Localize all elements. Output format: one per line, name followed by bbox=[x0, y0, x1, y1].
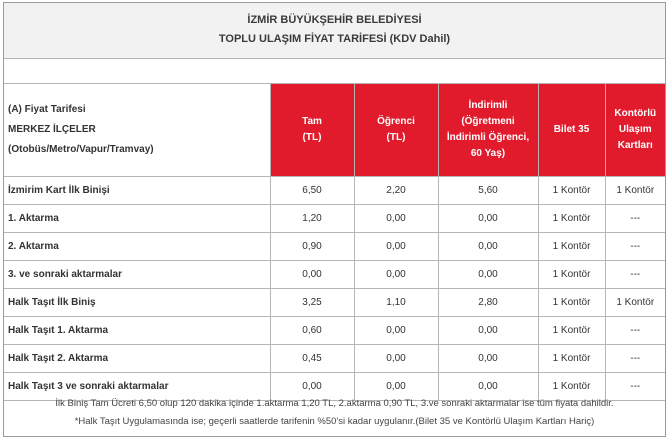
footnote-2: *Halk Taşıt Uygulamasında ise; geçerli saatlerde tarifenin %50'si kadar uygulanır.(Bilet 35 ve Kontörlü Ulaşım Kartları Hariç) bbox=[74, 416, 595, 427]
row-label: Halk Taşıt İlk Biniş bbox=[4, 288, 270, 316]
row-label: Halk Taşıt 3 ve sonraki aktarmalar bbox=[4, 372, 270, 400]
table-body bbox=[4, 176, 665, 400]
row-label: Halk Taşıt 2. Aktarma bbox=[4, 344, 270, 372]
table-row bbox=[4, 260, 665, 288]
cell-indirimli: 0,00 bbox=[438, 204, 538, 232]
cell-kontorlu: --- bbox=[605, 316, 665, 344]
row-label: 3. ve sonraki aktarmalar bbox=[4, 260, 270, 288]
cell-tam: 0,00 bbox=[270, 372, 354, 400]
cell-indirimli: 0,00 bbox=[438, 260, 538, 288]
footnotes bbox=[4, 395, 665, 431]
tariff-document bbox=[3, 2, 666, 437]
title-box bbox=[4, 3, 665, 59]
cell-tam: 1,20 bbox=[270, 204, 354, 232]
cell-kontorlu: --- bbox=[605, 204, 665, 232]
cell-kontorlu: --- bbox=[605, 344, 665, 372]
table-row bbox=[4, 232, 665, 260]
title-line-1: İZMİR BÜYÜKŞEHİR BELEDİYESİ bbox=[247, 14, 422, 26]
cell-bilet35: 1 Kontör bbox=[538, 288, 605, 316]
cell-tam: 0,90 bbox=[270, 232, 354, 260]
cell-tam: 6,50 bbox=[270, 176, 354, 204]
table-header-row bbox=[4, 84, 665, 176]
cell-ogrenci: 0,00 bbox=[354, 316, 438, 344]
cell-indirimli: 0,00 bbox=[438, 372, 538, 400]
cell-bilet35: 1 Kontör bbox=[538, 232, 605, 260]
footnote-1: İlk Biniş Tam Ücreti 6,50 olup 120 dakika içinde 1.aktarma 1,20 TL, 2.aktarma 0,90 TL, 3.ve sonraki aktarmalar ise tüm fiyata dahildir. bbox=[55, 398, 614, 409]
row-label: İzmirim Kart İlk Binişi bbox=[4, 176, 270, 204]
cell-kontorlu: 1 Kontör bbox=[605, 288, 665, 316]
table-row bbox=[4, 204, 665, 232]
cell-kontorlu: --- bbox=[605, 260, 665, 288]
cell-ogrenci: 0,00 bbox=[354, 232, 438, 260]
header-label-line-1: (A) Fiyat Tarifesi bbox=[8, 103, 86, 115]
cell-bilet35: 1 Kontör bbox=[538, 316, 605, 344]
header-label-line-3: (Otobüs/Metro/Vapur/Tramvay) bbox=[8, 143, 154, 155]
cell-ogrenci: 0,00 bbox=[354, 344, 438, 372]
column-header-indirimli: İndirimli (Öğretmeni İndirimli Öğrenci, 60 Yaş) bbox=[438, 84, 538, 176]
cell-bilet35: 1 Kontör bbox=[538, 260, 605, 288]
table-row bbox=[4, 316, 665, 344]
table-row bbox=[4, 176, 665, 204]
cell-ogrenci: 1,10 bbox=[354, 288, 438, 316]
row-label: 1. Aktarma bbox=[4, 204, 270, 232]
table-row bbox=[4, 288, 665, 316]
column-header-kontorlu: Kontörlü Ulaşım Kartları bbox=[605, 84, 665, 176]
cell-indirimli: 2,80 bbox=[438, 288, 538, 316]
cell-ogrenci: 0,00 bbox=[354, 204, 438, 232]
cell-kontorlu: --- bbox=[605, 372, 665, 400]
column-header-bilet35: Bilet 35 bbox=[538, 84, 605, 176]
header-label-line-2: MERKEZ İLÇELER bbox=[8, 123, 96, 135]
cell-tam: 3,25 bbox=[270, 288, 354, 316]
column-header-ogrenci: Öğrenci (TL) bbox=[354, 84, 438, 176]
cell-tam: 0,45 bbox=[270, 344, 354, 372]
cell-ogrenci: 0,00 bbox=[354, 372, 438, 400]
cell-ogrenci: 2,20 bbox=[354, 176, 438, 204]
cell-kontorlu: 1 Kontör bbox=[605, 176, 665, 204]
cell-indirimli: 0,00 bbox=[438, 232, 538, 260]
cell-tam: 0,60 bbox=[270, 316, 354, 344]
row-label: 2. Aktarma bbox=[4, 232, 270, 260]
cell-bilet35: 1 Kontör bbox=[538, 176, 605, 204]
title-line-2: TOPLU ULAŞIM FİYAT TARİFESİ (KDV Dahil) bbox=[218, 33, 451, 45]
cell-kontorlu: --- bbox=[605, 232, 665, 260]
tariff-table bbox=[4, 84, 665, 401]
cell-ogrenci: 0,00 bbox=[354, 260, 438, 288]
cell-indirimli: 5,60 bbox=[438, 176, 538, 204]
cell-tam: 0,00 bbox=[270, 260, 354, 288]
cell-indirimli: 0,00 bbox=[438, 316, 538, 344]
cell-indirimli: 0,00 bbox=[438, 344, 538, 372]
cell-bilet35: 1 Kontör bbox=[538, 372, 605, 400]
cell-bilet35: 1 Kontör bbox=[538, 204, 605, 232]
table-row bbox=[4, 344, 665, 372]
header-label-cell bbox=[4, 84, 270, 176]
cell-bilet35: 1 Kontör bbox=[538, 344, 605, 372]
empty-spacer-row bbox=[4, 59, 665, 84]
row-label: Halk Taşıt 1. Aktarma bbox=[4, 316, 270, 344]
column-header-tam: Tam (TL) bbox=[270, 84, 354, 176]
